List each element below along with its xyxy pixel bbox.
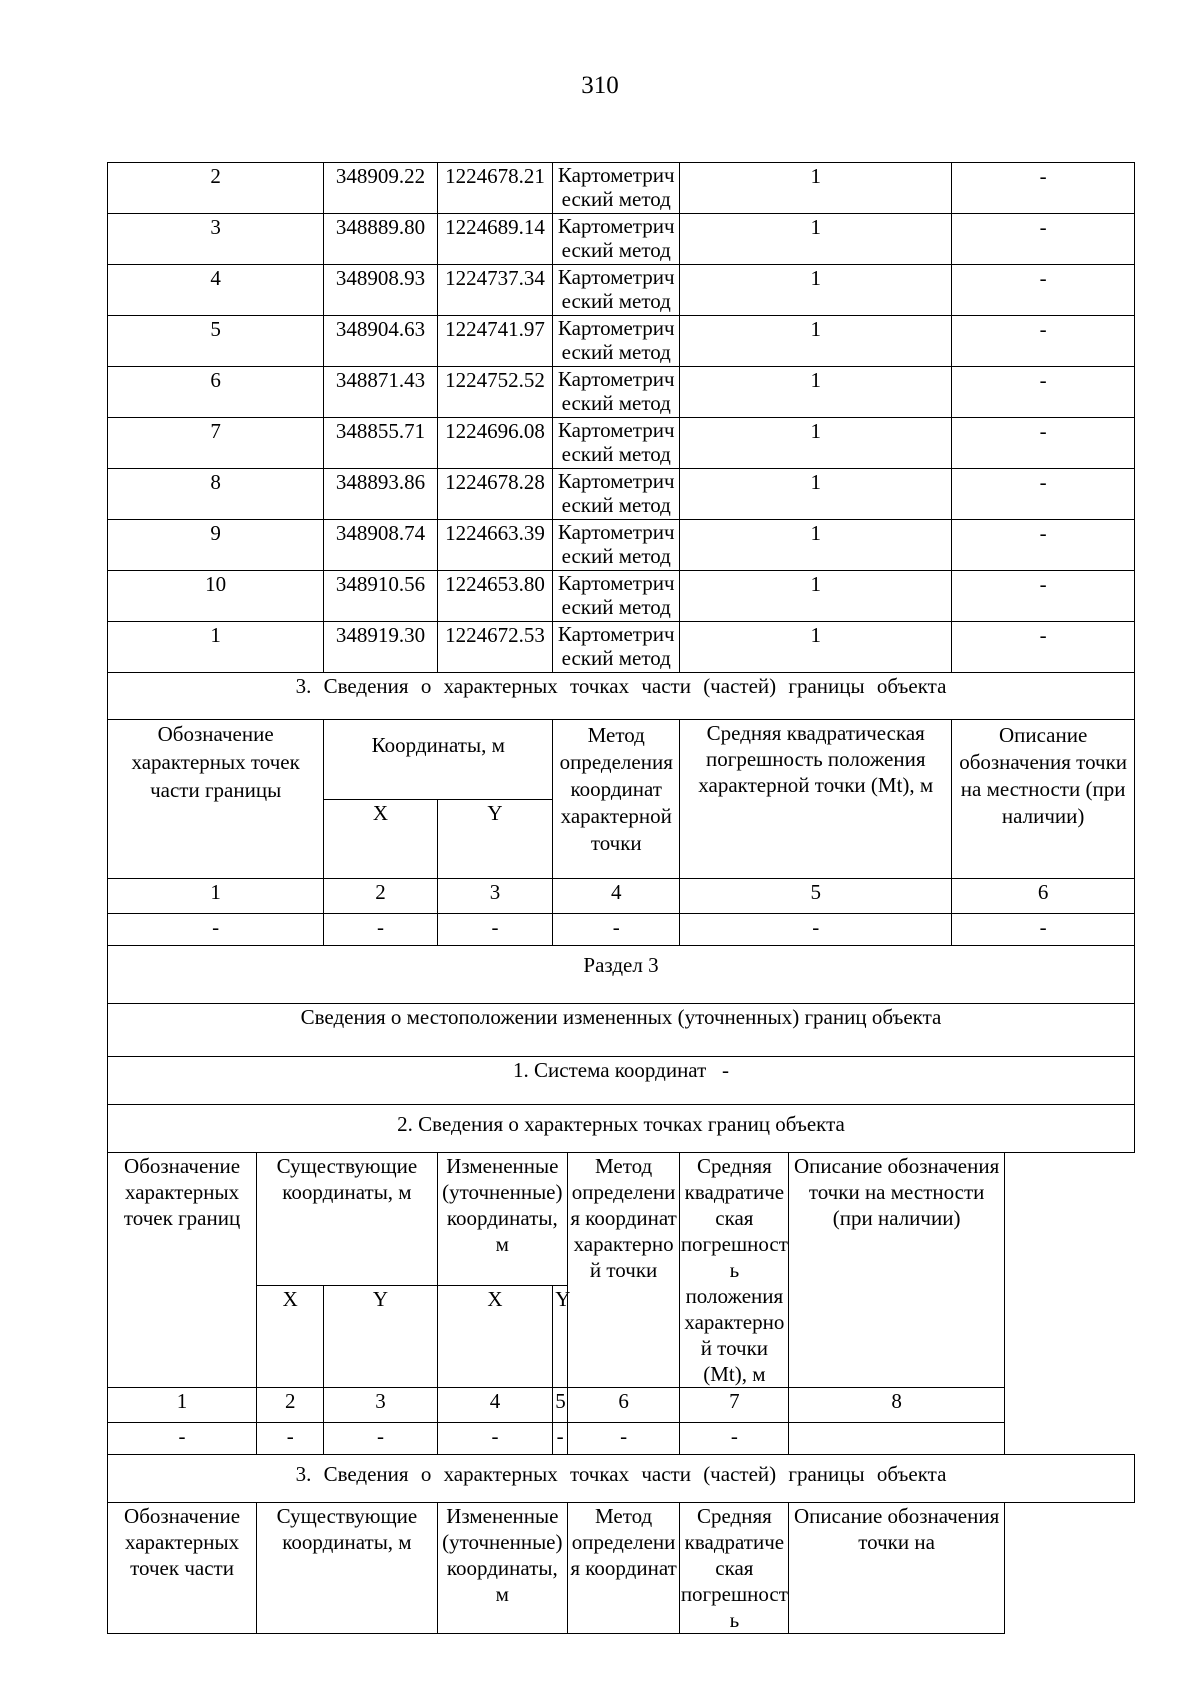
col-number: 4 bbox=[553, 879, 680, 914]
table-row bbox=[108, 367, 1135, 418]
cell-mt: 1 bbox=[680, 367, 952, 418]
cell-x: 348889.80 bbox=[324, 214, 437, 265]
cell-value: - bbox=[680, 914, 952, 946]
cell-value: - bbox=[257, 1423, 324, 1455]
cell-mt: 1 bbox=[680, 418, 952, 469]
cell-mt: 1 bbox=[680, 265, 952, 316]
col-number: 5 bbox=[553, 1388, 568, 1423]
cell-point: 7 bbox=[108, 418, 324, 469]
cell-desc: - bbox=[952, 316, 1135, 367]
cell-y: 1224741.97 bbox=[437, 316, 553, 367]
cell-mt: 1 bbox=[680, 469, 952, 520]
col-header-x: X bbox=[324, 800, 437, 879]
points-title: 2. Сведения о характерных точках границ объекта bbox=[108, 1105, 1135, 1153]
cell-x: 348919.30 bbox=[324, 622, 437, 673]
col-header-existing: Существующие координаты, м bbox=[257, 1153, 438, 1286]
col-number: 7 bbox=[680, 1388, 789, 1423]
col-number: 5 bbox=[680, 879, 952, 914]
table-row bbox=[108, 914, 1135, 946]
cell-desc: - bbox=[952, 163, 1135, 214]
cell-point: 3 bbox=[108, 214, 324, 265]
cell-desc: - bbox=[952, 469, 1135, 520]
cell-y: 1224653.80 bbox=[437, 571, 553, 622]
table-row bbox=[108, 1503, 1135, 1634]
table-row bbox=[108, 1004, 1135, 1057]
cell-x: 348908.74 bbox=[324, 520, 437, 571]
cell-value: - bbox=[437, 1423, 553, 1455]
cell-method: Картометрический метод bbox=[553, 214, 680, 265]
cell-y: 1224752.52 bbox=[437, 367, 553, 418]
cell-mt: 1 bbox=[680, 163, 952, 214]
cell-desc: - bbox=[952, 418, 1135, 469]
col-header-x: X bbox=[437, 1286, 553, 1388]
cell-value: - bbox=[437, 914, 553, 946]
table-row bbox=[108, 214, 1135, 265]
cell-method: Картометрический метод bbox=[553, 316, 680, 367]
col-number: 6 bbox=[952, 879, 1135, 914]
cell-method: Картометрический метод bbox=[553, 418, 680, 469]
cell-desc: - bbox=[952, 214, 1135, 265]
col-header-accuracy: Средняя квадратическая погрешность положения характерной точки (Mt), м bbox=[680, 1154, 788, 1386]
cell-value: - bbox=[680, 1423, 789, 1455]
table-row bbox=[108, 1455, 1135, 1503]
cell-value: - bbox=[567, 1423, 679, 1455]
cell-y: 1224672.53 bbox=[437, 622, 553, 673]
cell-point: 1 bbox=[108, 622, 324, 673]
table-row bbox=[108, 879, 1135, 914]
cell-point: 2 bbox=[108, 163, 324, 214]
cell-point: 4 bbox=[108, 265, 324, 316]
col-header-method: Метод определения координат характерной точки bbox=[553, 720, 680, 879]
cell-method: Картометрический метод bbox=[553, 265, 680, 316]
cell-y: 1224678.21 bbox=[437, 163, 553, 214]
cell-x: 348904.63 bbox=[324, 316, 437, 367]
cell-mt: 1 bbox=[680, 214, 952, 265]
cell-value: - bbox=[324, 914, 437, 946]
cell-desc: - bbox=[952, 520, 1135, 571]
col-header-x: X bbox=[257, 1286, 324, 1388]
col-header-description: Описание обозначения точки на местности (при наличии) bbox=[952, 720, 1135, 879]
col-header-description: Описание обозначения точки на местности (при наличии) bbox=[789, 1153, 1004, 1388]
col-header-designation: Обозначение характерных точек границ bbox=[108, 1153, 257, 1388]
cell-value: - bbox=[324, 1423, 437, 1455]
page-number: 310 bbox=[581, 72, 619, 99]
table-row bbox=[108, 520, 1135, 571]
cell-x: 348855.71 bbox=[324, 418, 437, 469]
col-number: 3 bbox=[437, 879, 553, 914]
cell-point: 9 bbox=[108, 520, 324, 571]
table-row bbox=[108, 1153, 1135, 1286]
table-row bbox=[108, 163, 1135, 214]
col-header-method: Метод определения координат характерной точки bbox=[567, 1153, 679, 1388]
table-row bbox=[108, 418, 1135, 469]
cell-x: 348871.43 bbox=[324, 367, 437, 418]
cell-value: - bbox=[553, 914, 680, 946]
cell-desc: - bbox=[952, 265, 1135, 316]
boundary-table bbox=[107, 162, 1135, 1634]
col-header-designation: Обозначение характерных точек части границы bbox=[108, 720, 324, 879]
coord-system: 1. Система координат - bbox=[108, 1057, 1135, 1105]
cell-mt: 1 bbox=[680, 622, 952, 673]
col-header-changed: Измененные (уточненные) координаты, м bbox=[437, 1503, 567, 1634]
cell-y: 1224678.28 bbox=[437, 469, 553, 520]
col-header-accuracy: Средняя квадратическая погрешность положения характерной точки (Mt), м bbox=[680, 720, 952, 879]
cell-x: 348910.56 bbox=[324, 571, 437, 622]
cell-desc: - bbox=[952, 571, 1135, 622]
cell-method: Картометрический метод bbox=[553, 571, 680, 622]
col-header-method: Метод определения координат bbox=[567, 1503, 679, 1634]
col-number: 3 bbox=[324, 1388, 437, 1423]
cell-point: 6 bbox=[108, 367, 324, 418]
cell-y: 1224663.39 bbox=[437, 520, 553, 571]
col-number: 4 bbox=[437, 1388, 553, 1423]
cell-mt: 1 bbox=[680, 571, 952, 622]
table-row bbox=[108, 622, 1135, 673]
col-header-y: Y bbox=[437, 800, 553, 879]
points-table-body bbox=[108, 163, 1135, 673]
cell-method: Картометрический метод bbox=[553, 469, 680, 520]
cell-method: Картометрический метод bbox=[553, 163, 680, 214]
col-header-changed: Измененные (уточненные) координаты, м bbox=[437, 1153, 567, 1286]
table-row bbox=[108, 1388, 1135, 1423]
parts-title: 3. Сведения о характерных точках части (частей) границы объекта bbox=[108, 1455, 1135, 1503]
col-header-accuracy: Средняя квадратическая погрешность bbox=[680, 1504, 788, 1632]
cell-x: 348908.93 bbox=[324, 265, 437, 316]
cell-mt: 1 bbox=[680, 316, 952, 367]
table-row bbox=[108, 265, 1135, 316]
table-row bbox=[108, 673, 1135, 720]
table-row bbox=[108, 946, 1135, 1004]
col-header-description: Описание обозначения точки на bbox=[789, 1503, 1004, 1634]
col-header-coordinates: Координаты, м bbox=[324, 720, 553, 800]
table-row bbox=[108, 1057, 1135, 1105]
table-row bbox=[108, 469, 1135, 520]
cell-y: 1224696.08 bbox=[437, 418, 553, 469]
table-row bbox=[108, 1105, 1135, 1153]
table-row bbox=[108, 571, 1135, 622]
razdel-subtitle: Сведения о местоположении измененных (уточненных) границ объекта bbox=[108, 1004, 1135, 1057]
col-number: 1 bbox=[108, 1388, 257, 1423]
cell-desc: - bbox=[952, 367, 1135, 418]
cell-point: 10 bbox=[108, 571, 324, 622]
cell-point: 8 bbox=[108, 469, 324, 520]
col-number: 1 bbox=[108, 879, 324, 914]
cell-x: 348909.22 bbox=[324, 163, 437, 214]
cell-value: - bbox=[553, 1423, 568, 1455]
table-row bbox=[108, 720, 1135, 800]
col-header-y: Y bbox=[324, 1286, 437, 1388]
section-title: 3. Сведения о характерных точках части (частей) границы объекта bbox=[108, 673, 1135, 720]
col-header-existing: Существующие координаты, м bbox=[257, 1503, 438, 1634]
cell-method: Картометрический метод bbox=[553, 622, 680, 673]
cell-value: - bbox=[108, 914, 324, 946]
cell-y: 1224737.34 bbox=[437, 265, 553, 316]
col-number: 2 bbox=[324, 879, 437, 914]
cell-value: - bbox=[108, 1423, 257, 1455]
col-header-designation: Обозначение характерных точек части bbox=[108, 1503, 257, 1634]
col-number: 6 bbox=[567, 1388, 679, 1423]
cell-value: - bbox=[952, 914, 1135, 946]
cell-value bbox=[789, 1423, 1004, 1455]
col-number: 2 bbox=[257, 1388, 324, 1423]
cell-desc: - bbox=[952, 622, 1135, 673]
cell-mt: 1 bbox=[680, 520, 952, 571]
cell-method: Картометрический метод bbox=[553, 367, 680, 418]
razdel-title: Раздел 3 bbox=[108, 946, 1135, 1004]
cell-y: 1224689.14 bbox=[437, 214, 553, 265]
col-number: 8 bbox=[789, 1388, 1004, 1423]
col-header-y: Y bbox=[553, 1286, 568, 1388]
cell-x: 348893.86 bbox=[324, 469, 437, 520]
cell-method: Картометрический метод bbox=[553, 520, 680, 571]
table-row bbox=[108, 316, 1135, 367]
table-row bbox=[108, 1423, 1135, 1455]
cell-point: 5 bbox=[108, 316, 324, 367]
